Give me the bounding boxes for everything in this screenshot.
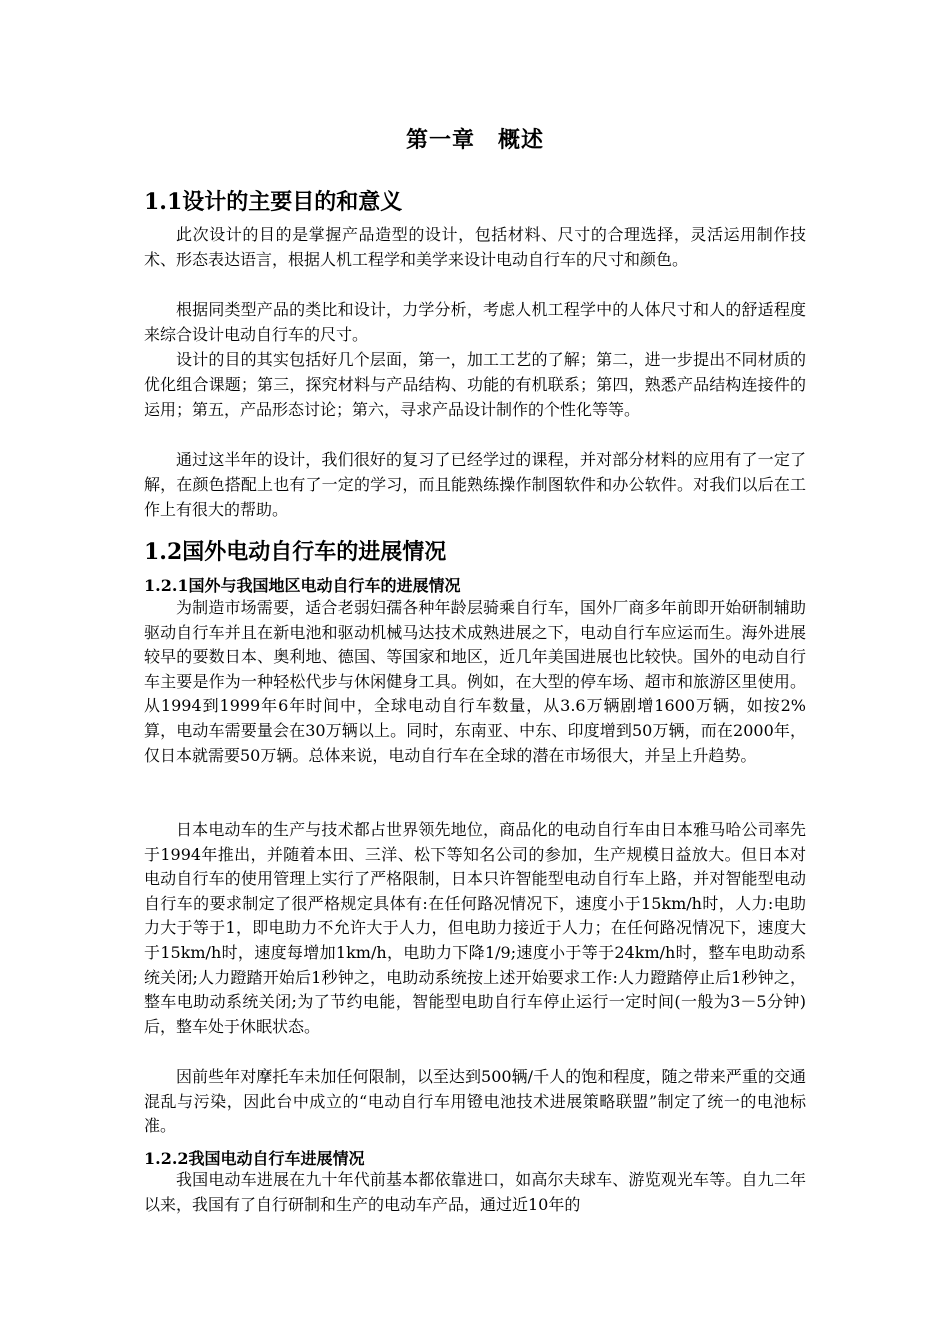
paragraph: 此次设计的目的是掌握产品造型的设计，包括材料、尺寸的合理选择，灵活运用制作技术、形态表达语言，根据人机工程学和美学来设计电动自行车的尺寸和颜色。 <box>144 225 806 270</box>
subsection-title-1-2-1: 1.2.1国外与我国地区电动自行车的进展情况 <box>144 576 461 595</box>
chapter-title: 第一章 概述 <box>405 127 544 153</box>
subsection-title-1-2-2: 1.2.2我国电动自行车进展情况 <box>144 1149 365 1168</box>
paragraph: 日本电动车的生产与技术都占世界领先地位，商品化的电动自行车由日本雅马哈公司率先于1994年推出，并随着本田、三洋、松下等知名公司的参加，生产规模日益放大。但日本对电动自行车的使用管理上实行了严格限制，日本只许智能型电动自行车上路，并对智能型电动自行车的要求制定了很严格规定具体有:在任何路况情况下，速度小于15km/h时，人力:电助力大于等于1，即电助力不允许大于人力，但电助力接近于人力；在任何路况情况下，速度大于15km/h时，速度每增加1km/h，电助力下降1/9;速度小于等于24km/h时，整车电助动系统关闭;人力蹬踏开始后1秒钟之，电助动系统按上述开始要求工作:人力蹬踏停止后1秒钟之，整车电助动系统关闭;为了节约电能，智能型电助自行车停止运行一定时间(一般为3－5分钟)后，整车处于休眠状态。 <box>144 820 806 1036</box>
paragraph: 因前些年对摩托车未加任何限制，以至达到500辆/千人的饱和程度，随之带来严重的交通混乱与污染，因此台中成立的“电动自行车用镫电池技术进展策略联盟”制定了统一的电池标准。 <box>144 1067 806 1136</box>
paragraph: 设计的目的其实包括好几个层面，第一，加工工艺的了解；第二，进一步提出不同材质的优化组合课题；第三，探究材料与产品结构、功能的有机联系；第四，熟悉产品结构连接件的运用；第五，产品形态讨论；第六，寻求产品设计制作的个性化等等。 <box>144 350 806 420</box>
paragraph: 根据同类型产品的类比和设计，力学分析，考虑人机工程学中的人体尺寸和人的舒适程度来综合设计电动自行车的尺寸。 <box>144 300 806 345</box>
paragraph: 通过这半年的设计，我们很好的复习了已经学过的课程，并对部分材料的应用有了一定了解，在颜色搭配上也有了一定的学习，而且能熟练操作制图软件和办公软件。对我们以后在工作上有很大的帮助。 <box>144 450 806 520</box>
paragraph: 我国电动车进展在九十年代前基本都依靠进口，如高尔夫球车、游览观光车等。自九二年以来，我国有了自行研制和生产的电动车产品，通过近10年的 <box>144 1170 806 1214</box>
section-title-1-2: 1.2国外电动自行车的进展情况 <box>144 539 447 565</box>
paragraph: 为制造市场需要，适合老弱妇孺各种年龄层骑乘自行车，国外厂商多年前即开始研制辅助驱动自行车并且在新电池和驱动机械马达技术成熟进展之下，电动自行车应运而生。海外进展较早的要数日本、奥利地、德国、等国家和地区，近几年美国进展也比较快。国外的电动自行车主要是作为一种轻松代步与休闲健身工具。例如，在大型的停车场、超市和旅游区里使用。从1994到1999年6年时间中，全球电动自行车数量，从3.6万辆剧增1600万辆，如按2%算，电动车需要量会在30万辆以上。同时，东南亚、中东、印度增到50万辆，而在2000年，仅日本就需要50万辆。总体来说，电动自行车在全球的潜在市场很大，并呈上升趋势。 <box>144 598 806 765</box>
section-title-1-1: 1.1设计的主要目的和意义 <box>144 189 403 215</box>
